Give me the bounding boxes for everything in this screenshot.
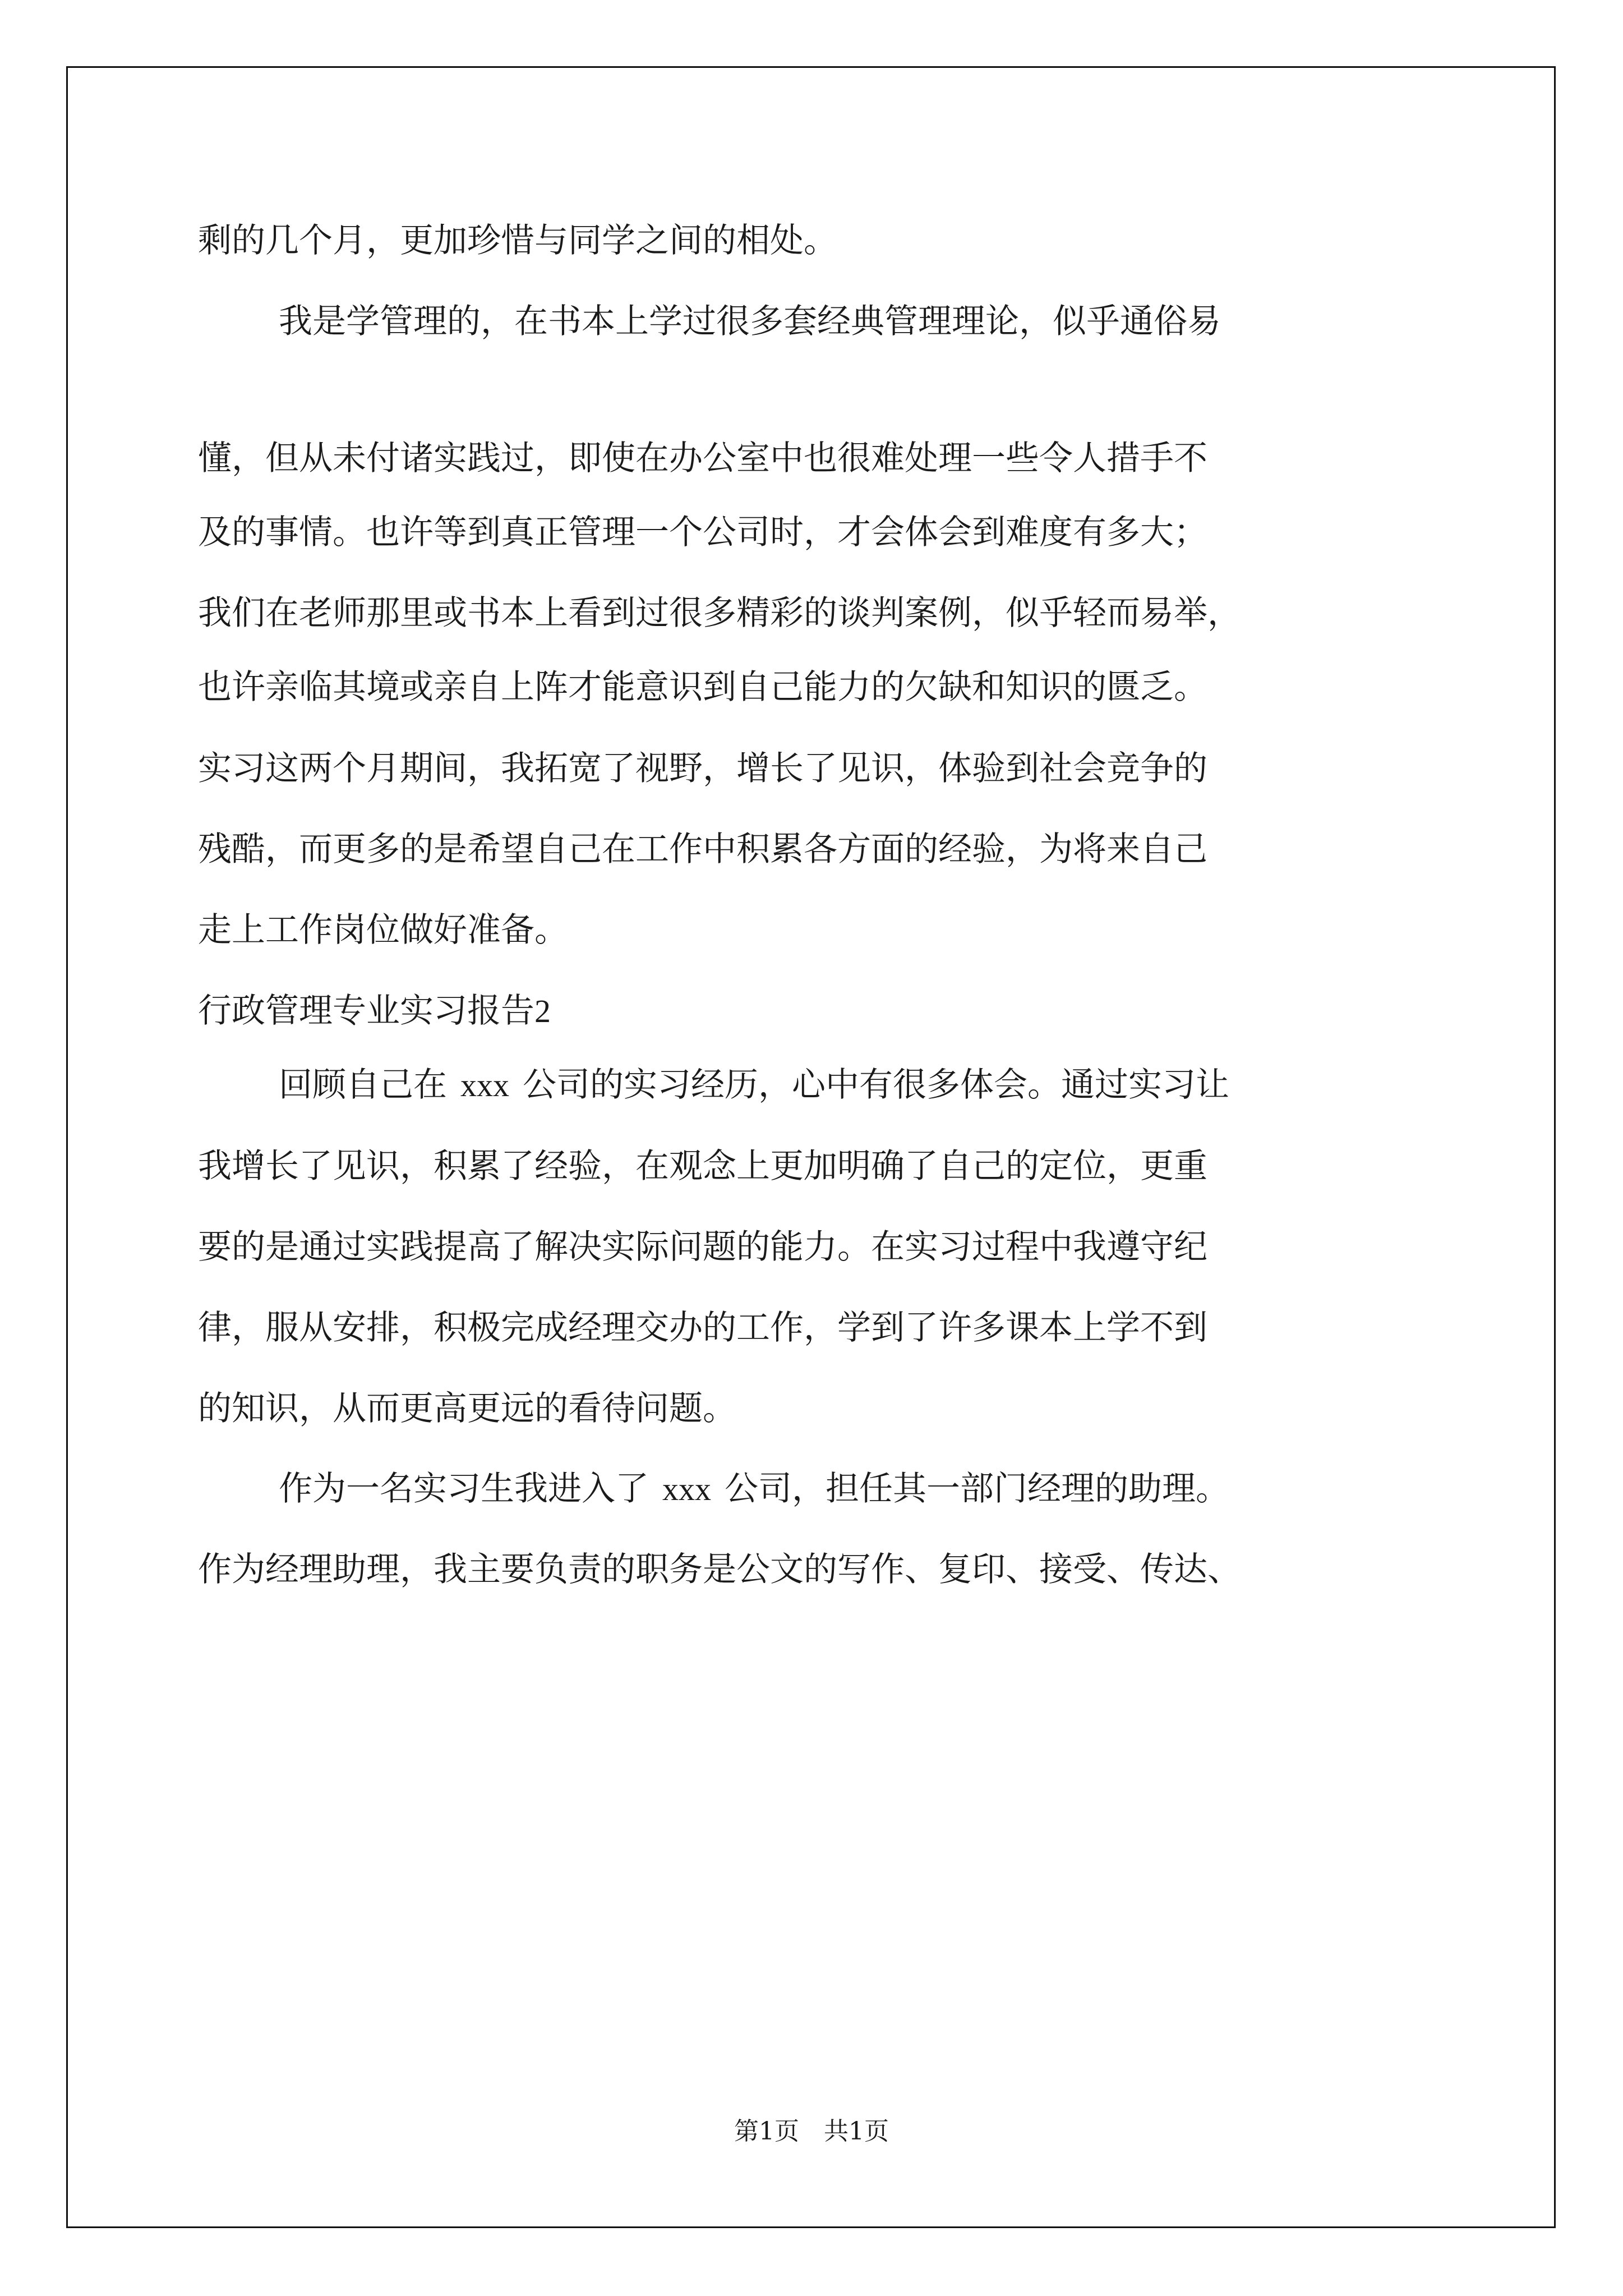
body-line: 我增长了见识，积累了经验，在观念上更加明确了自己的定位，更重 [198,1147,1207,1186]
body-line: 要的是通过实践提高了解决实际问题的能力。在实习过程中我遵守纪 [198,1227,1207,1267]
placeholder-company: xxx [662,1471,711,1507]
page-footer: 第1页 共1页 [734,2117,889,2146]
body-line: 剩的几个月，更加珍惜与同学之间的相处。 [198,221,837,260]
section-heading [198,991,551,1030]
body-text: 回顾自己在 [279,1065,447,1105]
body-line: 作为经理助理，我主要负责的职务是公文的写作、复印、接受、传达、 [198,1550,1241,1589]
body-line: 走上工作岗位做好准备。 [198,910,568,950]
body-text: 作为一名实习生我进入了 [279,1469,649,1508]
body-line: 律，服从安排，积极完成经理交办的工作，学到了许多课本上学不到 [198,1308,1207,1347]
body-line: 我们在老师那里或书本上看到过很多精彩的谈判案例，似乎轻而易举， [198,593,1241,633]
body-line [279,1469,1229,1508]
body-line [279,1065,1229,1105]
body-text: 公司的实习经历，心中有很多体会。通过实习让 [523,1065,1229,1105]
body-text: 公司，担任其一部门经理的助理。 [725,1469,1229,1508]
body-line: 及的事情。也许等到真正管理一个公司时，才会体会到难度有多大； [198,513,1207,552]
body-line: 懂，但从未付诸实践过，即使在办公室中也很难处理一些令人措手不 [198,439,1207,478]
body-line: 我是学管理的，在书本上学过很多套经典管理理论，似乎通俗易 [279,302,1221,341]
section-heading-text: 行政管理专业实习报告 [198,991,534,1030]
body-line: 的知识，从而更高更远的看待问题。 [198,1389,736,1428]
body-line: 残酷，而更多的是希望自己在工作中积累各方面的经验，为将来自己 [198,830,1207,869]
body-line: 也许亲临其境或亲自上阵才能意识到自己能力的欠缺和知识的匮乏。 [198,668,1207,707]
body-line: 实习这两个月期间，我拓宽了视野，增长了见识，体验到社会竞争的 [198,749,1207,788]
section-heading-number: 2 [534,993,551,1029]
placeholder-company: xxx [460,1067,509,1103]
